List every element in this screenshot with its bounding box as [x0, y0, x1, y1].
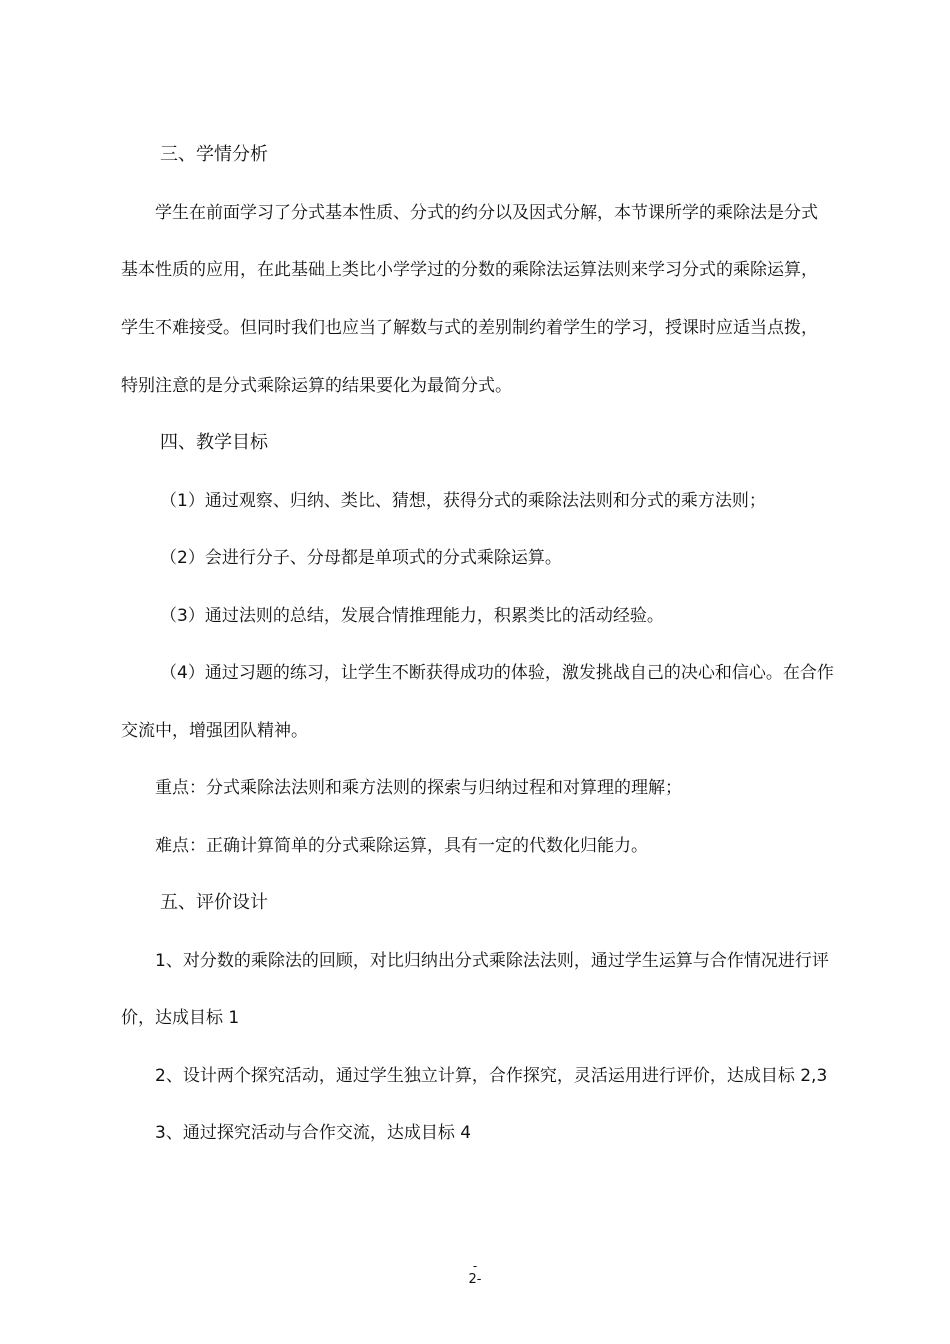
section4-heading: 四、教学目标 [160, 432, 268, 453]
page-number: 2- [468, 1272, 482, 1287]
section3-paragraph-line-3: 学生不难接受。但同时我们也应当了解数与式的差别制约着学生的学习，授课时应适当点拨， [121, 318, 818, 338]
goal-2: （2）会进行分子、分母都是单项式的分式乘除运算。 [160, 548, 562, 568]
key-point: 重点：分式乘除法法则和乘方法则的探索与归纳过程和对算理的理解； [155, 778, 682, 798]
evaluation-item-1-line-1: 1、对分数的乘除法的回顾，对比归纳出分式乘除法法则，通过学生运算与合作情况进行评 [155, 951, 829, 971]
goal-1: （1）通过观察、归纳、类比、猜想，获得分式的乘除法法则和分式的乘方法则； [160, 491, 766, 511]
section5-heading: 五、评价设计 [160, 892, 268, 913]
goal-3: （3）通过法则的总结，发展合情推理能力，积累类比的活动经验。 [160, 606, 664, 626]
evaluation-item-2: 2、设计两个探究活动，通过学生独立计算，合作探究，灵活运用进行评价，达成目标 2,3 [155, 1066, 828, 1086]
section3-paragraph-line-2: 基本性质的应用，在此基础上类比小学学过的分数的乘除法运算法则来学习分式的乘除运算， [121, 260, 818, 280]
goal-4-line-1: （4）通过习题的练习，让学生不断获得成功的体验，激发挑战自己的决心和信心。在合作 [160, 663, 834, 683]
section3-heading: 三、学情分析 [160, 144, 268, 165]
evaluation-item-3: 3、通过探究活动与合作交流，达成目标 4 [155, 1123, 472, 1143]
evaluation-item-1-line-2: 价，达成目标 1 [121, 1008, 240, 1028]
difficulty: 难点：正确计算简单的分式乘除运算，具有一定的代数化归能力。 [155, 836, 648, 856]
section3-paragraph-line-4: 特别注意的是分式乘除运算的结果要化为最简分式。 [121, 376, 512, 396]
goal-4-line-2: 交流中，增强团队精神。 [121, 721, 308, 741]
footer-dash: - [472, 1259, 478, 1273]
section3-paragraph-line-1: 学生在前面学习了分式基本性质、分式的约分以及因式分解，本节课所学的乘除法是分式 [155, 203, 818, 223]
